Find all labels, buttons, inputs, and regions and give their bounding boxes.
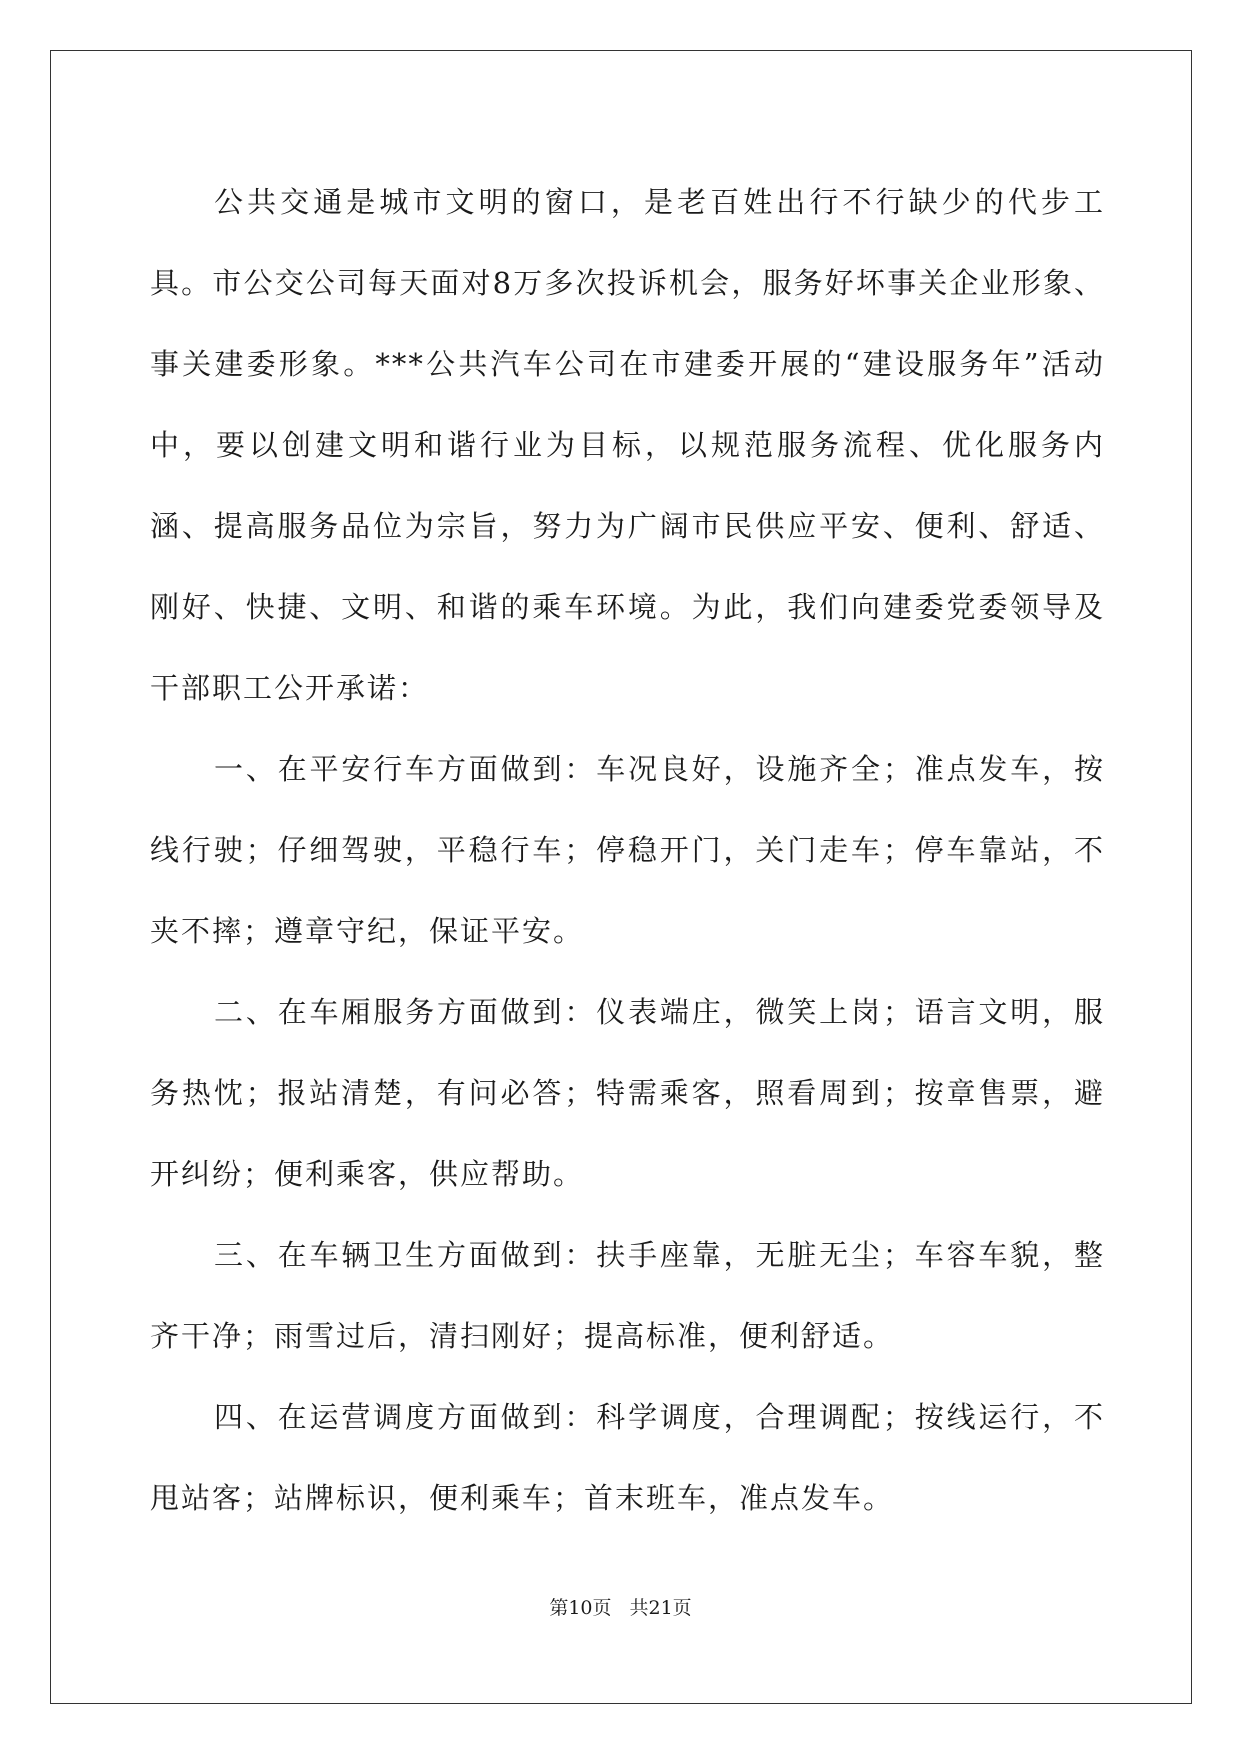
paragraph-dispatch: 四、在运营调度方面做到：科学调度，合理调配；按线运行，不甩站客；站牌标识，便利乘车；首末班车，准点发车。 [150,1400,1105,1515]
paragraph-vehicle-hygiene: 三、在车辆卫生方面做到：扶手座靠，无脏无尘；车容车貌，整齐干净；雨雪过后，清扫刚好；提高标准，便利舒适。 [150,1238,1105,1353]
total-pages: 共21页 [629,1597,692,1619]
page-footer [0,1593,1241,1620]
paragraph-cabin-service: 二、在车厢服务方面做到：仪表端庄，微笑上岗；语言文明，服务热忱；报站清楚，有问必答；特需乘客，照看周到；按章售票，避开纠纷；便利乘客，供应帮助。 [150,995,1105,1191]
current-page-number: 第10页 [549,1597,612,1619]
paragraph-intro: 公共交通是城市文明的窗口，是老百姓出行不行缺少的代步工具。市公交公司每天面对8万多次投诉机会，服务好坏事关企业形象、事关建委形象。***公共汽车公司在市建委开展的“建设服务年”活动中，要以创建文明和谐行业为目标，以规范服务流程、优化服务内涵、提高服务品位为宗旨，努力为广阔市民供应平安、便利、舒适、刚好、快捷、文明、和谐的乘车环境。为此，我们向建委党委领导及干部职工公开承诺： [150,185,1105,705]
paragraph-safe-driving: 一、在平安行车方面做到：车况良好，设施齐全；准点发车，按线行驶；仔细驾驶，平稳行车；停稳开门，关门走车；停车靠站，不夹不摔；遵章守纪，保证平安。 [150,752,1105,948]
document-body [150,162,1105,1539]
